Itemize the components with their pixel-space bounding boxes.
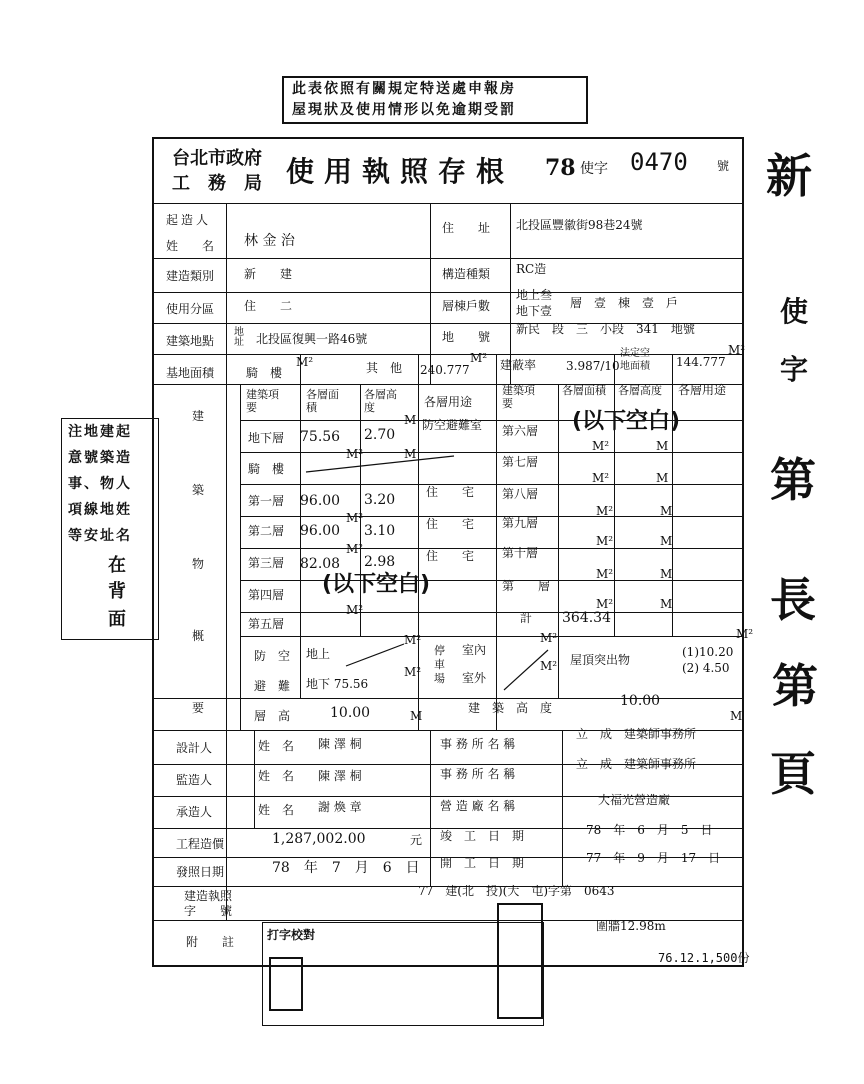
permit-word: 使字 [580,161,608,177]
side-note-bei: 背 [108,581,126,602]
margin-glyph-2: 使 [780,295,809,328]
floors-above: 地上叁 [516,288,553,302]
row-2f-area: 96.00 [300,523,341,539]
col-use2: 各層用途 [678,383,727,397]
designer-label: 設計人 [176,741,213,755]
row-arcade-label: 騎 樓 [248,462,285,476]
structure-label: 構造種類 [442,267,491,281]
builder-label: 起造人 [166,213,212,227]
other-unit: M² [470,351,488,365]
notice-line1: 此表依照有關規定特送處申報房 [292,81,516,97]
seal-stamp-right [497,903,543,1019]
base-area-label: 基地面積 [166,366,215,380]
roof-unit: M² [736,627,754,641]
row-6f-label: 第六層 [502,424,539,438]
shelter-unit-above: M² [404,633,422,647]
row-3f-label: 第三層 [248,556,285,570]
supervisor-name-label: 姓 名 [258,769,295,783]
blank-stamp-left: (以下空白) [322,572,431,597]
legal-open-label1: 法定空 [620,348,650,359]
side-label-jian: 建 [192,409,205,423]
unit-m-8f: M [660,504,673,518]
margin-glyph-1: 新 [766,149,812,203]
row-4f-label: 第四層 [248,588,285,602]
unit-m2-3f: M² [346,542,364,556]
margin-glyph-3: 字 [780,353,809,386]
col-height2: 各層高度 [618,384,662,397]
side-note-line1: 注地建起 [68,424,132,440]
other-label: 其 他 [366,361,403,375]
floors-rest: 層 壹 棟 壹 戶 [570,296,679,310]
row-10f-label: 第十層 [502,546,539,560]
cost-unit: 元 [410,833,423,847]
shelter-label2: 避 難 [254,679,291,693]
row-7f-label: 第七層 [502,455,539,469]
legal-open-label2: 地面積 [620,361,650,372]
contractor-firm: 大福光營造廠 [598,793,671,807]
margin-glyph-7: 頁 [770,747,816,801]
side-label-wu: 物 [192,557,205,571]
col-item: 建築項要 [246,388,279,414]
contractor-firm-label: 營 造 廠 名 稱 [440,799,516,813]
parking-out: 室外 [462,671,487,685]
bldg-height-label: 建 築 高 度 [468,701,553,715]
bldg-height-value: 10.00 [620,693,661,709]
shelter-below: 地下 75.56 [306,677,369,691]
seal-stamp [269,957,303,1011]
designer-name-label: 姓 名 [258,739,295,753]
zone-label: 使用分區 [166,302,215,316]
legal-open-value: 144.777 [676,355,726,369]
site-value: 北投區復興一路46號 [256,332,368,346]
address-label: 住 址 [442,221,491,235]
org-line2: 工 務 局 [172,173,262,194]
storey-height-value: 10.00 [330,705,371,721]
row-3f-use: 住 宅 [426,549,475,563]
floors-below: 地下壹 [516,304,553,318]
contractor-name: 謝 煥 章 [318,800,362,814]
row-basement-use: 防空避難室 [422,418,483,432]
cost-value: 1,287,002.00 [272,831,366,847]
margin-glyph-6: 第 [772,659,818,713]
row-1f-use: 住 宅 [426,485,475,499]
site-label: 建築地點 [166,334,215,348]
designer-office-label: 事 務 所 名 稱 [440,737,516,751]
coverage-label: 建蔽率 [500,358,537,372]
structure-value: RC造 [516,262,547,276]
contractor-name-label: 姓 名 [258,803,295,817]
unit-m-9f: M [660,534,673,548]
unit-m2-arcade: M² [346,447,364,461]
margin-glyph-5: 長 [770,573,816,627]
row-2f-height: 3.10 [364,523,396,539]
row-1f-area: 96.00 [300,493,341,509]
permit-hao: 號 [717,159,730,173]
bldg-height-unit: M [730,709,743,723]
side-note-zai: 在 [108,555,126,576]
unit-m2-2f: M² [346,511,364,525]
row-5f-label: 第五層 [248,617,285,631]
unit-m2-6f: M² [592,439,610,453]
builder-name-label: 姓 名 [166,239,215,253]
org-line1: 台北市政府 [172,148,262,169]
unit-m-7f: M [656,471,669,485]
site-prefix: 地址 [234,327,244,348]
row-nf-label: 第 層 [502,579,551,593]
builder-name: 林 金 治 [244,233,295,249]
unit-m2-10f: M² [596,567,614,581]
finish-value: 78 年 6 月 5 日 [586,823,713,837]
row-total-label: 計 [520,611,533,625]
side-note [61,418,159,640]
row-8f-label: 第八層 [502,487,539,501]
supervisor-label: 監造人 [176,773,213,787]
supervisor-office: 立 成 建築師事務所 [576,757,697,771]
unit-m-arcade: M [404,447,417,461]
shelter-unit-below: M² [404,665,422,679]
floors-label: 層棟戶數 [442,299,491,313]
blank-stamp-right: (以下空白) [572,409,681,434]
row-1f-height: 3.20 [364,492,396,508]
side-note-line4: 項線地姓 [68,502,132,518]
col-height: 各層高度 [364,388,397,414]
unit-m2-5f: M² [346,603,364,617]
remark-label: 附 註 [186,935,235,949]
margin-glyph-4: 第 [770,453,816,507]
side-note-line3: 事、物人 [68,476,132,492]
unit-m-basement: M [404,413,417,427]
supervisor-office-label: 事 務 所 名 稱 [440,767,516,781]
shelter-above: 地上 [306,647,331,661]
permit-value: 77 建(北 投)(大 屯)字第 0643 [418,884,615,898]
parking-in: 室內 [462,643,487,657]
row-basement-area: 75.56 [300,429,341,445]
zone-value: 住 二 [244,299,293,313]
unit-m-10f: M [660,567,673,581]
build-type-label: 建造類別 [166,269,215,283]
unit-m-total: M [660,597,673,611]
contractor-label: 承造人 [176,805,213,819]
row-9f-label: 第九層 [502,516,539,530]
coverage-value: 3.987/10 [566,359,620,373]
print-info: 76.12.1,500份 [658,951,750,965]
approval-stamps [262,922,544,1026]
wall-value: 圍牆12.98m [596,919,666,933]
row-2f-use: 住 宅 [426,517,475,531]
cost-label: 工程造價 [176,837,225,851]
permit-label1: 建造執照 [184,889,233,903]
unit-m2-9f: M² [596,534,614,548]
unit-m2-7f: M² [592,471,610,485]
side-label-zhu: 築 [192,483,205,497]
legal-open-unit: M² [728,343,746,357]
form-title: 使用執照存根 [286,155,515,188]
side-note-line5: 等安址名 [68,528,132,544]
notice-line2: 屋現狀及使用情形以免逾期受罰 [292,102,516,118]
parking-label: 停車場 [434,644,445,685]
supervisor-name: 陳 澤 桐 [318,769,362,783]
roof-v2: (2) 4.50 [682,661,730,675]
parking-unit-out: M² [540,659,558,673]
side-note-mian: 面 [108,609,126,630]
col-use: 各層用途 [424,395,473,409]
build-type-value: 新 建 [244,267,293,281]
row-2f-label: 第二層 [248,524,285,538]
arcade-label: 騎 樓 [246,366,283,380]
start-label: 開 工 日 期 [440,856,525,870]
lot-value: 新民 段 三 小段 341 地號 [516,322,695,336]
address-value: 北投區豐徽街98巷24號 [516,218,643,232]
row-basement-height: 2.70 [364,427,396,443]
issue-label: 發照日期 [176,865,225,879]
side-label-gai: 概 [192,629,205,643]
roof-v1: (1)10.20 [682,645,734,659]
unit-m2-8f: M² [596,504,614,518]
row-total-area: 364.34 [562,610,611,626]
permit-year: 78 [545,155,576,181]
row-3f-height: 2.98 [364,554,396,570]
col-area: 各層面積 [306,388,339,414]
check-label: 打字校對 [267,928,316,942]
roof-label: 屋頂突出物 [570,653,631,667]
arcade-unit: M² [296,355,314,369]
unit-m2-total: M² [596,597,614,611]
issue-value: 78 年 7 月 6 日 [272,860,420,876]
permit-number: 0470 [630,148,688,176]
storey-height-unit: M [410,709,423,723]
designer-office: 立 成 建築師事務所 [576,727,697,741]
side-label-yao: 要 [192,701,205,715]
unit-m-6f: M [656,439,669,453]
side-note-line2: 意號築造 [68,450,132,466]
col-item2: 建築項要 [502,384,535,410]
storey-height-label: 層 高 [254,709,291,723]
permit-label2: 字 號 [184,904,233,918]
parking-unit-in: M² [540,631,558,645]
shelter-label1: 防 空 [254,649,291,663]
designer-name: 陳 澤 桐 [318,737,362,751]
start-value: 77 年 9 月 17 日 [586,851,721,865]
row-basement-label: 地下層 [248,431,285,445]
row-3f-area: 82.08 [300,556,341,572]
finish-label: 竣 工 日 期 [440,829,525,843]
lot-label: 地 號 [442,330,491,344]
col-area2: 各層面積 [562,384,606,397]
other-value: 240.777 [420,363,470,377]
row-1f-label: 第一層 [248,494,285,508]
